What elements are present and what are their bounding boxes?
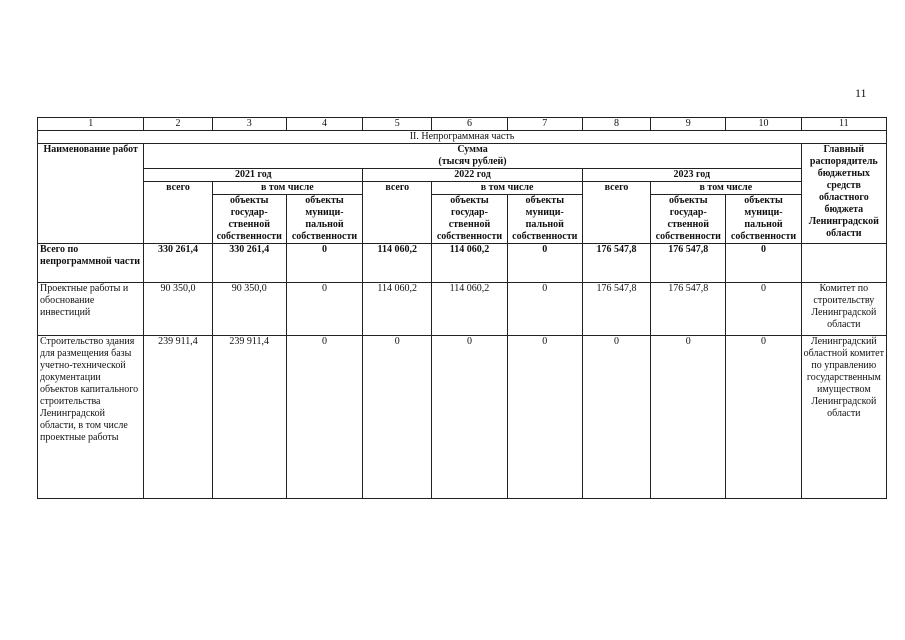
cell-value: 0: [507, 283, 582, 336]
column-number-row: [38, 118, 887, 131]
cell-value: 114 060,2: [363, 283, 432, 336]
header-row-split: [38, 182, 887, 195]
cell-value: 239 911,4: [212, 336, 286, 499]
header-sum-label: Сумма: [457, 144, 488, 155]
cell-value: 0: [582, 336, 650, 499]
cell-value: 0: [726, 283, 801, 336]
column-number: 4: [286, 118, 362, 131]
cell-value: 176 547,8: [582, 283, 650, 336]
column-number: 7: [507, 118, 582, 131]
column-number: 6: [432, 118, 507, 131]
cell-value: 0: [363, 336, 432, 499]
section-row: [38, 131, 887, 144]
cell-value: 0: [507, 336, 582, 499]
cell-value: 0: [286, 283, 362, 336]
cell-value: 0: [286, 244, 362, 283]
column-number: 3: [212, 118, 286, 131]
cell-value: 330 261,4: [144, 244, 212, 283]
section-title: II. Непрограммная часть: [38, 131, 887, 144]
cell-value: 176 547,8: [582, 244, 650, 283]
cell-value: 114 060,2: [432, 283, 507, 336]
cell-value: 0: [432, 336, 507, 499]
cell-value: 0: [726, 244, 801, 283]
header-row-sum: [38, 144, 887, 169]
cell-value: 0: [651, 336, 726, 499]
header-municipal-objects: объекты муници-пальной собственности: [726, 195, 801, 244]
table-row: [38, 336, 887, 499]
cell-value: 176 547,8: [651, 244, 726, 283]
cell-value: 0: [286, 336, 362, 499]
cell-value: 90 350,0: [144, 283, 212, 336]
header-including-2022: в том числе: [432, 182, 583, 195]
row-distributor: Комитет по строительству Ленинградской области: [801, 283, 886, 336]
column-number: 10: [726, 118, 801, 131]
header-municipal-objects: объекты муници-пальной собственности: [507, 195, 582, 244]
header-sum-unit: (тысяч рублей): [438, 156, 507, 167]
header-including-2023: в том числе: [651, 182, 802, 195]
header-total-2023: всего: [582, 182, 650, 244]
header-name: [38, 144, 144, 244]
row-name: Проектные работы и обоснование инвестиций: [38, 283, 144, 336]
header-total-2022: всего: [363, 182, 432, 244]
column-number: 1: [38, 118, 144, 131]
cell-value: 330 261,4: [212, 244, 286, 283]
cell-value: 239 911,4: [144, 336, 212, 499]
header-year-2021: 2021 год: [144, 169, 363, 182]
header-row-years: [38, 169, 887, 182]
table-row: [38, 283, 887, 336]
cell-value: 0: [726, 336, 801, 499]
column-number: 11: [801, 118, 886, 131]
header-state-objects: объекты государ-ственной собственности: [432, 195, 507, 244]
header-state-objects: объекты государ-ственной собственности: [651, 195, 726, 244]
header-state-objects: объекты государ-ственной собственности: [212, 195, 286, 244]
header-municipal-objects: объекты муници-пальной собственности: [286, 195, 362, 244]
cell-value: 114 060,2: [363, 244, 432, 283]
header-year-2023: 2023 год: [582, 169, 801, 182]
budget-table: [37, 117, 887, 499]
row-name: Строительство здания для размещения базы учетно-технической документации объектов капитального строительства Ленинградской области, в том числе проектные работы: [38, 336, 144, 499]
header-name-label: Наименование работ: [43, 144, 138, 155]
header-including-2021: в том числе: [212, 182, 363, 195]
page-number: 11: [855, 86, 867, 100]
table-row-total: [38, 244, 887, 283]
column-number: 2: [144, 118, 212, 131]
header-year-2022: 2022 год: [363, 169, 583, 182]
cell-value: 176 547,8: [651, 283, 726, 336]
column-number: 5: [363, 118, 432, 131]
row-name: Всего по непрограммной части: [38, 244, 144, 283]
column-number: 8: [582, 118, 650, 131]
row-distributor: Ленинградский областной комитет по управлению государственным имуществом Ленинградской области: [801, 336, 886, 499]
cell-value: 90 350,0: [212, 283, 286, 336]
header-sum: [144, 144, 801, 169]
cell-value: 114 060,2: [432, 244, 507, 283]
column-number: 9: [651, 118, 726, 131]
cell-value: 0: [507, 244, 582, 283]
header-total-2021: всего: [144, 182, 212, 244]
row-distributor: [801, 244, 886, 283]
header-distributor: Главный распорядитель бюджетных средств областного бюджета Ленинградской области: [801, 144, 886, 244]
